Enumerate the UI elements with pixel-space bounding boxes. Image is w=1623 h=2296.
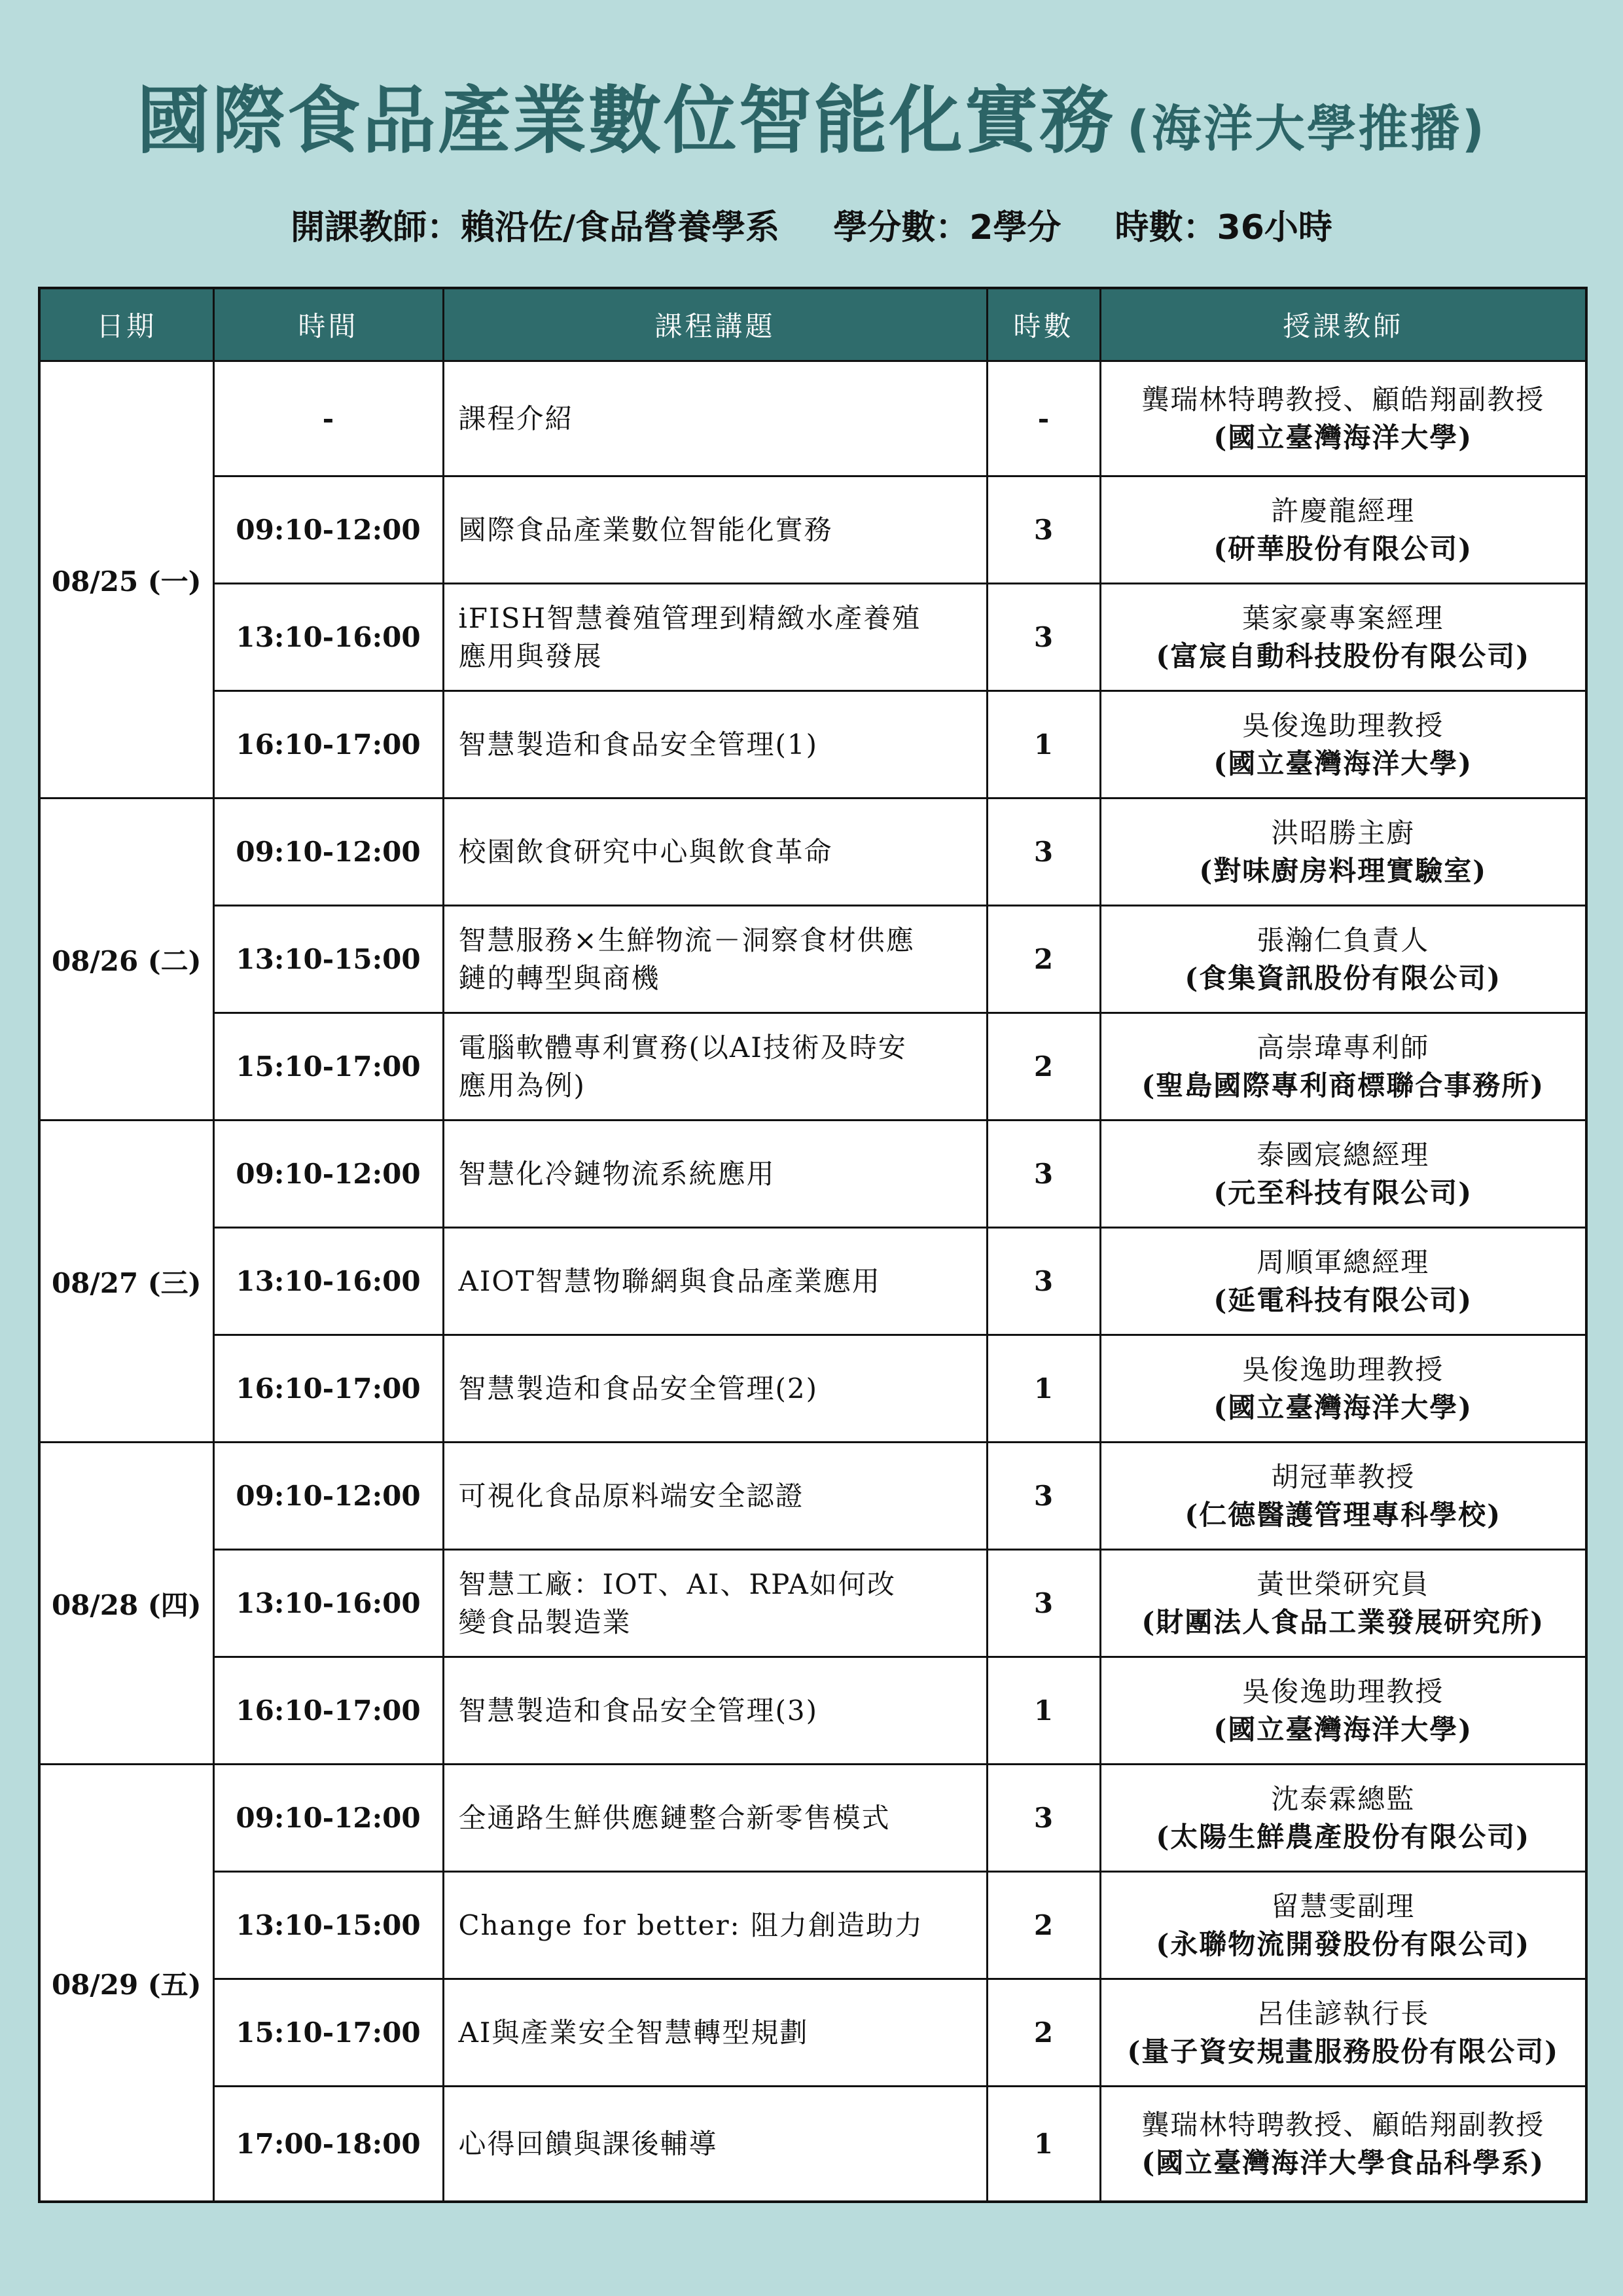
hours-cell: 1 xyxy=(987,2087,1100,2202)
time-cell: 09:10-12:00 xyxy=(213,476,443,584)
topic-line: 智慧化冷鏈物流系統應用 xyxy=(458,1157,776,1190)
time-cell: 13:10-15:00 xyxy=(213,906,443,1013)
header-date: 日期 xyxy=(39,288,213,361)
teacher-name: 高崇瑋專利師 xyxy=(1257,1031,1430,1064)
time-cell: 13:10-16:00 xyxy=(213,1228,443,1335)
teacher-cell xyxy=(1100,1228,1586,1335)
topic-line: 全通路生鮮供應鏈整合新零售模式 xyxy=(458,1801,891,1834)
topic-cell xyxy=(443,361,987,476)
table-row xyxy=(39,1872,1586,1979)
hours-cell: 3 xyxy=(987,1550,1100,1657)
teacher-organization: (國立臺灣海洋大學) xyxy=(1213,1391,1473,1424)
instructor-info: 開課教師：賴沿佐/食品營養學系 xyxy=(291,208,780,247)
teacher-name: 洪昭勝主廚 xyxy=(1271,816,1416,849)
teacher-cell xyxy=(1100,361,1586,476)
header-time: 時間 xyxy=(213,288,443,361)
topic-cell xyxy=(443,691,987,798)
topic-cell xyxy=(443,1872,987,1979)
teacher-cell xyxy=(1100,1979,1586,2087)
time-cell: 13:10-16:00 xyxy=(213,584,443,691)
time-cell: 09:10-12:00 xyxy=(213,798,443,906)
header-teacher: 授課教師 xyxy=(1100,288,1586,361)
table-row xyxy=(39,1765,1586,1872)
time-cell: 13:10-16:00 xyxy=(213,1550,443,1657)
topic-cell xyxy=(443,1013,987,1121)
date-cell: 08/29 (五) xyxy=(39,1765,213,2202)
topic-line: 校園飲食研究中心與飲食革命 xyxy=(458,835,833,868)
teacher-organization: (聖島國際專利商標聯合事務所) xyxy=(1141,1069,1545,1102)
topic-line: 應用為例) xyxy=(458,1069,586,1102)
topic-cell xyxy=(443,1765,987,1872)
table-row xyxy=(39,1979,1586,2087)
hours-cell: 3 xyxy=(987,584,1100,691)
topic-cell xyxy=(443,1335,987,1443)
table-row xyxy=(39,476,1586,584)
time-cell: 16:10-17:00 xyxy=(213,1335,443,1443)
table-row xyxy=(39,2087,1586,2202)
topic-cell xyxy=(443,1657,987,1765)
topic-line: 智慧製造和食品安全管理(3) xyxy=(458,1694,818,1727)
topic-line: 電腦軟體專利實務(以AI技術及時安 xyxy=(458,1031,907,1064)
topic-cell xyxy=(443,2087,987,2202)
teacher-cell xyxy=(1100,691,1586,798)
hours-cell: 1 xyxy=(987,691,1100,798)
topic-cell xyxy=(443,476,987,584)
date-cell: 08/27 (三) xyxy=(39,1121,213,1443)
teacher-organization: (國立臺灣海洋大學) xyxy=(1213,421,1473,454)
time-cell: 13:10-15:00 xyxy=(213,1872,443,1979)
table-row xyxy=(39,1657,1586,1765)
teacher-organization: (研華股份有限公司) xyxy=(1213,532,1473,565)
time-cell: 09:10-12:00 xyxy=(213,1121,443,1228)
teacher-organization: (量子資安規畫服務股份有限公司) xyxy=(1127,2035,1560,2068)
teacher-cell xyxy=(1100,1550,1586,1657)
hours-cell: 2 xyxy=(987,1979,1100,2087)
topic-line: 課程介紹 xyxy=(458,402,574,435)
teacher-name: 留慧雯副理 xyxy=(1271,1890,1416,1922)
topic-line: 鏈的轉型與商機 xyxy=(458,961,660,994)
credits-info: 學分數：2學分 xyxy=(833,208,1061,247)
hours-cell: 1 xyxy=(987,1335,1100,1443)
page-title xyxy=(0,62,1623,168)
topic-line: AI與產業安全智慧轉型規劃 xyxy=(458,2016,809,2049)
teacher-cell xyxy=(1100,1872,1586,1979)
topic-line: 變食品製造業 xyxy=(458,1605,632,1638)
topic-line: 智慧服務×生鮮物流－洞察食材供應 xyxy=(458,924,915,956)
teacher-cell xyxy=(1100,584,1586,691)
table-row xyxy=(39,1443,1586,1550)
teacher-name: 龔瑞林特聘教授、顧皓翔副教授 xyxy=(1141,2108,1545,2141)
topic-cell xyxy=(443,1443,987,1550)
teacher-name: 吳俊逸助理教授 xyxy=(1242,1353,1444,1386)
date-cell: 08/26 (二) xyxy=(39,798,213,1121)
hours-cell: 2 xyxy=(987,906,1100,1013)
hours-cell: 3 xyxy=(987,1443,1100,1550)
date-cell: 08/25 (一) xyxy=(39,361,213,798)
topic-cell xyxy=(443,584,987,691)
teacher-cell xyxy=(1100,1443,1586,1550)
teacher-cell xyxy=(1100,1121,1586,1228)
topic-cell xyxy=(443,1550,987,1657)
teacher-name: 周順軍總經理 xyxy=(1257,1246,1430,1278)
table-row xyxy=(39,1335,1586,1443)
hours-cell: 3 xyxy=(987,798,1100,906)
hours-cell: 3 xyxy=(987,1121,1100,1228)
hours-cell: 2 xyxy=(987,1013,1100,1121)
teacher-name: 吳俊逸助理教授 xyxy=(1242,1675,1444,1708)
teacher-organization: (富宸自動科技股份有限公司) xyxy=(1156,639,1531,672)
time-cell: 15:10-17:00 xyxy=(213,1979,443,2087)
topic-cell xyxy=(443,1228,987,1335)
teacher-cell xyxy=(1100,1013,1586,1121)
time-cell: 17:00-18:00 xyxy=(213,2087,443,2202)
header-hours: 時數 xyxy=(987,288,1100,361)
header-topic: 課程講題 xyxy=(443,288,987,361)
time-cell: 15:10-17:00 xyxy=(213,1013,443,1121)
table-row xyxy=(39,361,1586,476)
topic-line: 智慧製造和食品安全管理(1) xyxy=(458,728,818,761)
time-cell: 16:10-17:00 xyxy=(213,1657,443,1765)
topic-line: AIOT智慧物聯網與食品產業應用 xyxy=(458,1265,881,1297)
teacher-organization: (財團法人食品工業發展研究所) xyxy=(1141,1605,1545,1638)
topic-line: 智慧製造和食品安全管理(2) xyxy=(458,1372,818,1405)
teacher-name: 黃世榮研究員 xyxy=(1257,1568,1430,1600)
hours-cell: 3 xyxy=(987,1765,1100,1872)
topic-line: 應用與發展 xyxy=(458,639,603,672)
teacher-cell xyxy=(1100,1335,1586,1443)
teacher-organization: (仁德醫護管理專科學校) xyxy=(1185,1498,1502,1531)
course-meta xyxy=(0,200,1623,249)
hours-cell: 1 xyxy=(987,1657,1100,1765)
teacher-organization: (國立臺灣海洋大學食品科學系) xyxy=(1141,2146,1545,2179)
teacher-organization: (太陽生鮮農產股份有限公司) xyxy=(1156,1820,1531,1853)
teacher-name: 龔瑞林特聘教授、顧皓翔副教授 xyxy=(1141,383,1545,416)
teacher-name: 胡冠華教授 xyxy=(1271,1460,1416,1493)
teacher-organization: (永聯物流開發股份有限公司) xyxy=(1156,1928,1531,1960)
title-main: 國際食品產業數位智能化實務 xyxy=(136,79,1115,164)
table-row xyxy=(39,1121,1586,1228)
teacher-cell xyxy=(1100,798,1586,906)
teacher-cell xyxy=(1100,906,1586,1013)
teacher-cell xyxy=(1100,476,1586,584)
table-header-row xyxy=(39,288,1586,361)
table-row xyxy=(39,584,1586,691)
schedule-body xyxy=(39,361,1586,2202)
hours-cell: 3 xyxy=(987,1228,1100,1335)
time-cell: 09:10-12:00 xyxy=(213,1765,443,1872)
table-row xyxy=(39,798,1586,906)
teacher-name: 葉家豪專案經理 xyxy=(1242,601,1444,634)
topic-cell xyxy=(443,1979,987,2087)
teacher-name: 張瀚仁負責人 xyxy=(1257,924,1430,956)
time-cell: 16:10-17:00 xyxy=(213,691,443,798)
teacher-organization: (國立臺灣海洋大學) xyxy=(1213,747,1473,780)
topic-line: iFISH智慧養殖管理到精緻水產養殖 xyxy=(458,601,921,634)
teacher-organization: (對味廚房料理實驗室) xyxy=(1199,854,1488,887)
topic-line: Change for better: 阻力創造助力 xyxy=(458,1909,924,1941)
table-row xyxy=(39,1228,1586,1335)
time-cell: 09:10-12:00 xyxy=(213,1443,443,1550)
topic-line: 智慧工廠：IOT、AI、RPA如何改 xyxy=(458,1568,896,1600)
topic-line: 可視化食品原料端安全認證 xyxy=(458,1479,804,1512)
teacher-name: 呂佳諺執行長 xyxy=(1257,1997,1430,2030)
teacher-organization: (延電科技有限公司) xyxy=(1213,1283,1473,1316)
table-row xyxy=(39,1013,1586,1121)
teacher-organization: (食集資訊股份有限公司) xyxy=(1185,961,1502,994)
topic-cell xyxy=(443,1121,987,1228)
title-subtitle: (海洋大學推播) xyxy=(1126,99,1487,158)
teacher-name: 許慶龍經理 xyxy=(1271,494,1416,527)
hours-info: 時數：36小時 xyxy=(1115,208,1332,247)
time-cell: - xyxy=(213,361,443,476)
table-row xyxy=(39,906,1586,1013)
schedule-table xyxy=(38,287,1588,2203)
hours-cell: - xyxy=(987,361,1100,476)
teacher-cell xyxy=(1100,1765,1586,1872)
teacher-organization: (國立臺灣海洋大學) xyxy=(1213,1713,1473,1746)
topic-cell xyxy=(443,906,987,1013)
table-row xyxy=(39,1550,1586,1657)
topic-cell xyxy=(443,798,987,906)
table-row xyxy=(39,691,1586,798)
topic-line: 心得回饋與課後輔導 xyxy=(458,2127,718,2160)
hours-cell: 2 xyxy=(987,1872,1100,1979)
teacher-name: 吳俊逸助理教授 xyxy=(1242,709,1444,742)
teacher-cell xyxy=(1100,1657,1586,1765)
topic-line: 國際食品產業數位智能化實務 xyxy=(458,513,833,546)
date-cell: 08/28 (四) xyxy=(39,1443,213,1765)
teacher-name: 泰國宸總經理 xyxy=(1257,1138,1430,1171)
teacher-organization: (元至科技有限公司) xyxy=(1213,1176,1473,1209)
teacher-cell xyxy=(1100,2087,1586,2202)
teacher-name: 沈泰霖總監 xyxy=(1271,1782,1416,1815)
hours-cell: 3 xyxy=(987,476,1100,584)
